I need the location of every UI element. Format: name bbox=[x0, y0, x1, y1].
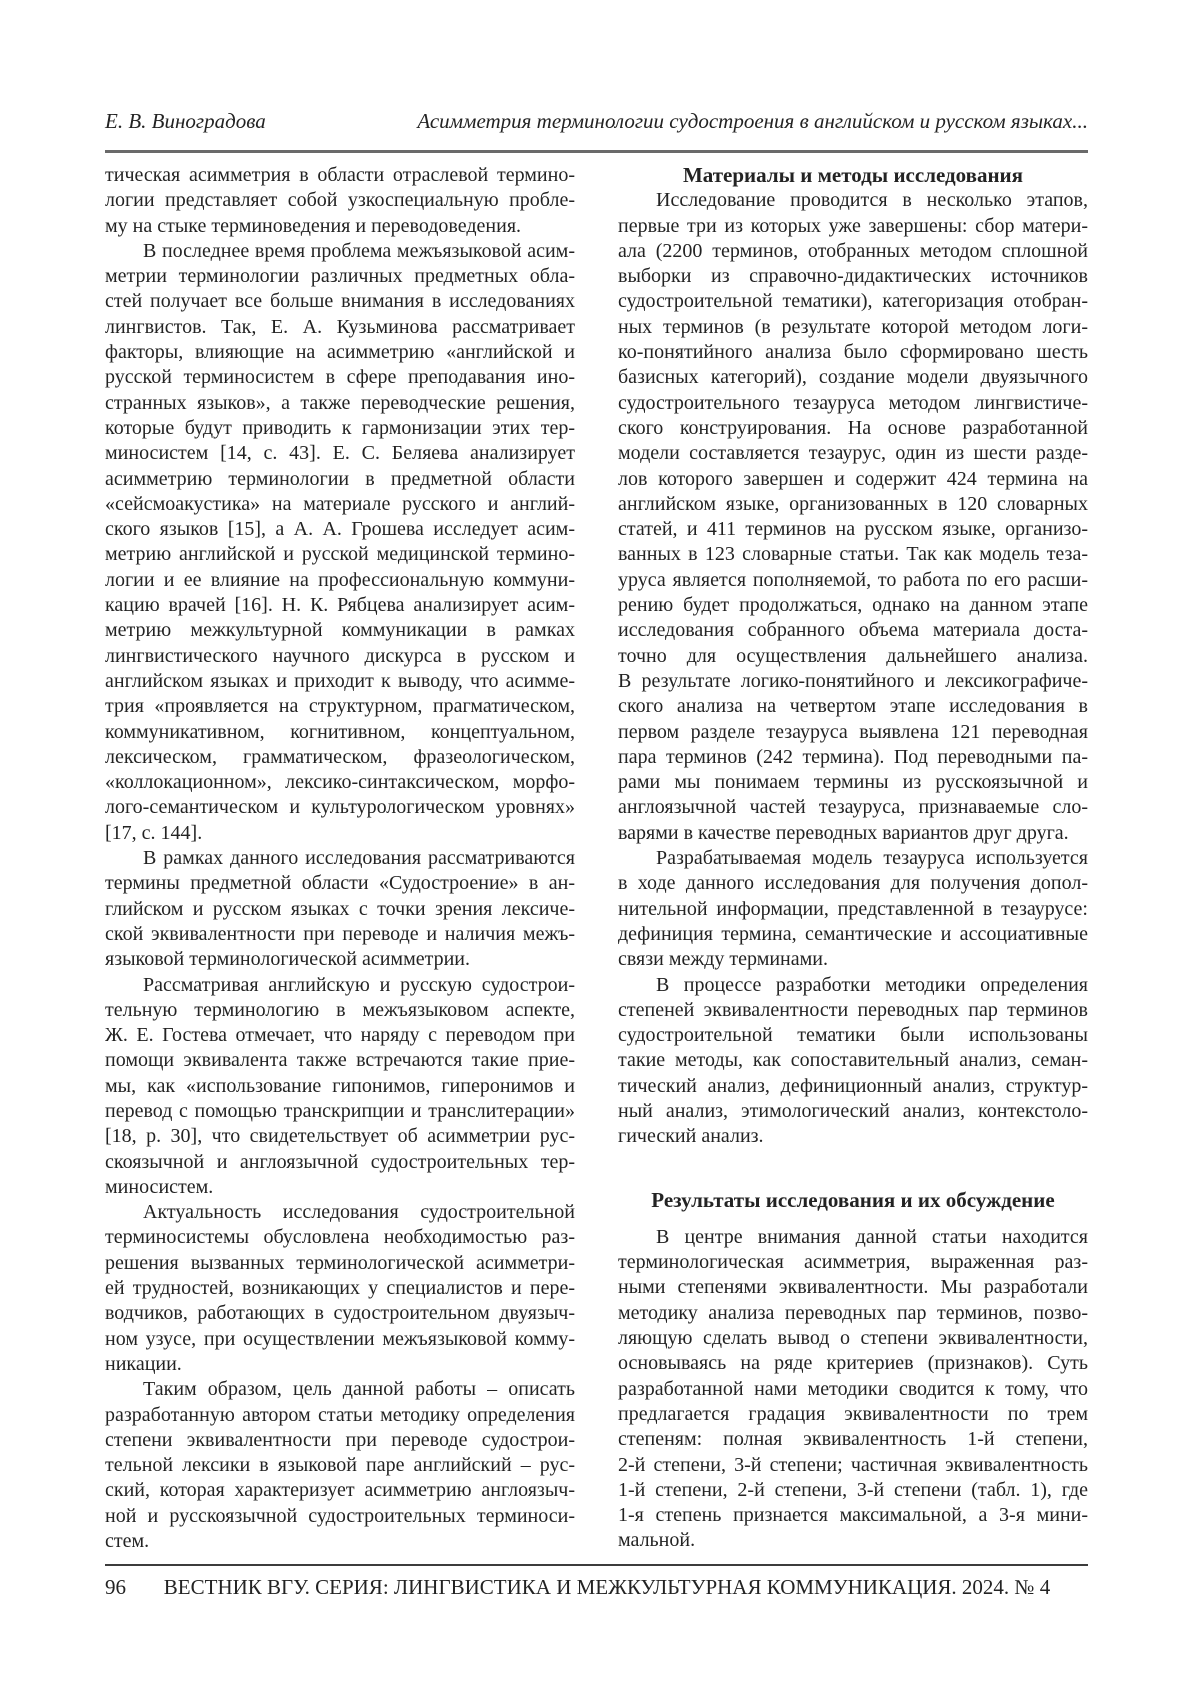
text-line: ванных в 123 словарные статьи. Так как модель теза- bbox=[618, 543, 1088, 566]
text-line: лого-семантическом и культурологическом уровнях» bbox=[105, 796, 575, 819]
text-line: скоязычной и англоязычной судостроительных тер- bbox=[105, 1150, 575, 1173]
text-line: глийском и русском языках с точки зрения лексиче- bbox=[105, 897, 575, 920]
text-line: коммуникативном, когнитивном, концептуальном, bbox=[105, 720, 575, 743]
text-line: в ходе данного исследования для получения допол- bbox=[618, 872, 1088, 895]
text-line: первые три из которых уже завершены: сбор матери- bbox=[618, 214, 1088, 237]
text-line: В рамках данного исследования рассматриваются bbox=[143, 847, 575, 870]
text-line: стем. bbox=[105, 1530, 150, 1553]
header-author: Е. В. Виноградова bbox=[105, 109, 266, 133]
text-line: лексическом, грамматическом, фразеологическом, bbox=[105, 745, 575, 768]
paragraph bbox=[105, 163, 575, 239]
text-line: перевод с помощью транскрипции и транслитерации» bbox=[105, 1099, 575, 1122]
text-line: В центре внимания данной статьи находится bbox=[656, 1225, 1088, 1248]
text-line: ей трудностей, возникающих у специалистов и пере- bbox=[105, 1277, 575, 1300]
column-right bbox=[618, 163, 1088, 1554]
text-line: ных терминов (в результате которой методом логи- bbox=[618, 315, 1088, 338]
text-line: ала (2200 терминов, отобранных методом сплошной bbox=[618, 239, 1088, 262]
text-line: мы, как «использование гипонимов, гиперонимов и bbox=[105, 1074, 575, 1097]
text-line: тический анализ, дефиниционный анализ, структур- bbox=[618, 1074, 1088, 1097]
text-line: тельной лексики в языковой паре английский – рус- bbox=[105, 1454, 575, 1477]
text-line: ского языков [15], а А. А. Грошева исследует асим- bbox=[105, 518, 575, 541]
text-line: степени эквивалентности при переводе судострои- bbox=[105, 1428, 575, 1451]
text-line: В процессе разработки методики определения bbox=[656, 973, 1088, 996]
text-line: решения вызванных терминологической асимметри- bbox=[105, 1251, 575, 1274]
text-line: мальной. bbox=[618, 1529, 696, 1552]
text-line: такие методы, как сопоставительный анализ, семан- bbox=[618, 1049, 1088, 1072]
text-line: Исследование проводится в несколько этапов, bbox=[656, 189, 1088, 212]
text-line: английском языке, организованных в 120 словарных bbox=[618, 492, 1088, 515]
text-line: ского конструирования. На основе разработанной bbox=[618, 416, 1088, 439]
text-line: ными степенями эквивалентности. Мы разработали bbox=[618, 1276, 1088, 1299]
text-line: нительной информации, представленной в тезаурусе: bbox=[618, 897, 1088, 920]
text-line: «сейсмоакустика» на материале русского и англий- bbox=[105, 492, 575, 515]
text-line: точно для осуществления дальнейшего анализа. bbox=[618, 644, 1088, 667]
text-line: терминологическая асимметрия, выраженная раз- bbox=[618, 1251, 1088, 1274]
text-line: 1-й степени, 2-й степени, 3-й степени (табл. 1), где bbox=[618, 1478, 1088, 1501]
text-line: языковой терминологической асимметрии. bbox=[105, 948, 470, 971]
text-line: стей получает все больше внимания в исследованиях bbox=[105, 290, 575, 313]
text-line: кацию врачей [16]. Н. К. Рябцева анализирует асим- bbox=[105, 594, 575, 617]
text-line: Разрабатываемая модель тезауруса используется bbox=[656, 847, 1088, 870]
running-header bbox=[105, 109, 1088, 134]
journal-title: ВЕСТНИК ВГУ. СЕРИЯ: ЛИНГВИСТИКА И МЕЖКУЛЬТУРНАЯ КОММУНИКАЦИЯ. 2024. № 4 bbox=[163, 1575, 1051, 1599]
text-line: логии и ее влияние на профессиональную коммуни- bbox=[105, 568, 575, 591]
footer-rule bbox=[105, 1564, 1088, 1566]
paragraph bbox=[105, 973, 575, 1201]
text-line: которые будут приводить к гармонизации этих тер- bbox=[105, 416, 575, 439]
text-line: англоязычной частей тезауруса, признаваемые сло- bbox=[618, 796, 1088, 819]
text-line: тельную терминологию в межъязыковом аспекте, bbox=[105, 998, 575, 1021]
text-line: миносистем [14, с. 43]. Е. С. Беляева анализирует bbox=[105, 442, 575, 465]
text-line: ном узусе, при осуществлении межъязыковой комму- bbox=[105, 1327, 575, 1350]
text-line: исследования собранного объема материала доста- bbox=[618, 619, 1088, 642]
text-line: миносистем. bbox=[105, 1175, 214, 1198]
text-line: судостроительной тематики), категоризация отобран- bbox=[618, 290, 1088, 313]
paragraph bbox=[105, 1377, 575, 1554]
text-line: судостроительной тематики были использованы bbox=[618, 1024, 1088, 1047]
text-line: В результате логико-понятийного и лексикографиче- bbox=[618, 669, 1088, 692]
text-line: судостроительного тезауруса методом лингвистиче- bbox=[618, 391, 1088, 414]
text-line: Актуальность исследования судостроительной bbox=[143, 1201, 575, 1224]
column-left bbox=[105, 163, 575, 1554]
text-line: логии представляет собой узкоспециальную пробле- bbox=[105, 189, 575, 212]
text-line: уруса является пополняемой, то работа по его расши- bbox=[618, 568, 1088, 591]
text-line: основываясь на ряде критериев (признаков). Суть bbox=[618, 1352, 1088, 1375]
text-line: степеней эквивалентности переводных пар терминов bbox=[618, 998, 1088, 1021]
text-line: гический анализ. bbox=[618, 1125, 764, 1148]
text-line: разработанную автором статьи методику определения bbox=[105, 1403, 575, 1426]
section-heading: Результаты исследования и их обсуждение bbox=[651, 1187, 1055, 1212]
text-line: варями в качестве переводных вариантов друг друга. bbox=[618, 821, 1069, 844]
text-line: 2-й степени, 3-й степени; частичная эквивалентность bbox=[618, 1453, 1088, 1476]
text-line: 1-я степень признается максимальной, а 3-я мини- bbox=[618, 1504, 1088, 1527]
section-heading: Материалы и методы исследования bbox=[682, 163, 1024, 187]
text-line: английском языках и приходит к выводу, что асимме- bbox=[105, 669, 575, 692]
text-line: разработанной нами методики сводится к тому, что bbox=[618, 1377, 1088, 1400]
text-line: асимметрию терминологии в предметной области bbox=[105, 467, 575, 490]
paragraph bbox=[105, 846, 575, 972]
text-line: рению будет продолжаться, однако на данном этапе bbox=[618, 594, 1088, 617]
text-line: связи между терминами. bbox=[618, 948, 828, 971]
header-running-title: Асимметрия терминологии судостроения в английском и русском языках... bbox=[417, 109, 1088, 133]
text-line: рами мы понимаем термины из русскоязычной и bbox=[618, 771, 1088, 794]
text-line: русской терминосистем в сфере преподавания ино- bbox=[105, 366, 575, 389]
text-line: терминосистемы обусловлена необходимостью раз- bbox=[105, 1226, 575, 1249]
text-line: му на стыке терминоведения и переводоведения. bbox=[105, 214, 522, 237]
paragraph bbox=[618, 1225, 1088, 1554]
paragraph bbox=[618, 973, 1088, 1150]
text-line: никации. bbox=[105, 1352, 182, 1375]
text-line: метрию английской и русской медицинской термино- bbox=[105, 543, 575, 566]
text-line: ной и русскоязычной судостроительных терминоси- bbox=[105, 1504, 575, 1527]
text-line: термины предметной области «Судостроение» в ан- bbox=[105, 872, 575, 895]
text-line: модели составляется тезаурус, один из шести разде- bbox=[618, 442, 1088, 465]
text-line: статей, и 411 терминов на русском языке, организо- bbox=[618, 518, 1088, 541]
text-line: лингвистов. Так, Е. А. Кузьминова рассматривает bbox=[105, 315, 575, 338]
paragraph bbox=[618, 846, 1088, 972]
text-line: водчиков, работающих в судостроительном двуязыч- bbox=[105, 1302, 575, 1325]
text-line: В последнее время проблема межъязыковой асим- bbox=[143, 239, 575, 262]
text-line: методику анализа переводных пар терминов, позво- bbox=[618, 1301, 1088, 1324]
paragraph bbox=[105, 1200, 575, 1377]
text-line: выборки из справочно-дидактических источников bbox=[618, 265, 1088, 288]
text-line: пара терминов (242 термина). Под переводными па- bbox=[618, 745, 1088, 768]
text-line: ской эквивалентности при переводе и наличия межъ- bbox=[105, 922, 575, 945]
text-line: ского анализа на четвертом этапе исследования в bbox=[618, 695, 1088, 718]
text-line: дефиниция термина, семантические и ассоциативные bbox=[618, 922, 1088, 945]
text-line: Таким образом, цель данной работы – описать bbox=[143, 1378, 575, 1401]
paragraph bbox=[618, 188, 1088, 846]
text-line: [18, p. 30], что свидетельствует об асимметрии рус- bbox=[105, 1125, 575, 1148]
text-line: «коллокационном», лексико-синтаксическом, морфо- bbox=[105, 771, 575, 794]
text-line: базисных категорий), создание модели двуязычного bbox=[618, 366, 1088, 389]
text-line: ский, которая характеризует асимметрию англоязыч- bbox=[105, 1479, 575, 1502]
text-line: ный анализ, этимологический анализ, контекстоло- bbox=[618, 1099, 1088, 1122]
text-line: первом разделе тезауруса выявлена 121 переводная bbox=[618, 720, 1088, 743]
text-line: лов которого завершен и содержит 424 термина на bbox=[618, 467, 1088, 490]
text-line: предлагается градация эквивалентности по трем bbox=[618, 1402, 1088, 1425]
text-line: Ж. Е. Гостева отмечает, что наряду с переводом при bbox=[105, 1024, 575, 1047]
text-line: степеням: полная эквивалентность 1-й степени, bbox=[618, 1428, 1088, 1451]
text-line: странных языков», а также переводческие решения, bbox=[105, 391, 575, 414]
text-columns bbox=[105, 163, 1088, 1554]
text-line: факторы, влияющие на асимметрию «английской и bbox=[105, 341, 575, 364]
page-number: 96 bbox=[105, 1575, 126, 1599]
text-line: ко-понятийного анализа было сформировано шесть bbox=[618, 341, 1088, 364]
text-line: лингвистического научного дискурса в русском и bbox=[105, 644, 575, 667]
text-line: метрии терминологии различных предметных обла- bbox=[105, 265, 575, 288]
paragraph bbox=[105, 239, 575, 846]
text-line: тическая асимметрия в области отраслевой термино- bbox=[105, 164, 575, 186]
text-line: трия «проявляется на структурном, прагматическом, bbox=[105, 695, 575, 718]
text-line: метрию межкультурной коммуникации в рамках bbox=[105, 619, 575, 642]
header-rule bbox=[105, 150, 1088, 153]
running-footer bbox=[105, 1575, 1088, 1600]
text-line: помощи эквивалента также встречаются такие прие- bbox=[105, 1049, 575, 1072]
text-line: Рассматривая английскую и русскую судострои- bbox=[143, 973, 575, 996]
text-line: ляющую сделать вывод о степени эквивалентности, bbox=[618, 1327, 1088, 1350]
text-line: [17, с. 144]. bbox=[105, 821, 203, 844]
